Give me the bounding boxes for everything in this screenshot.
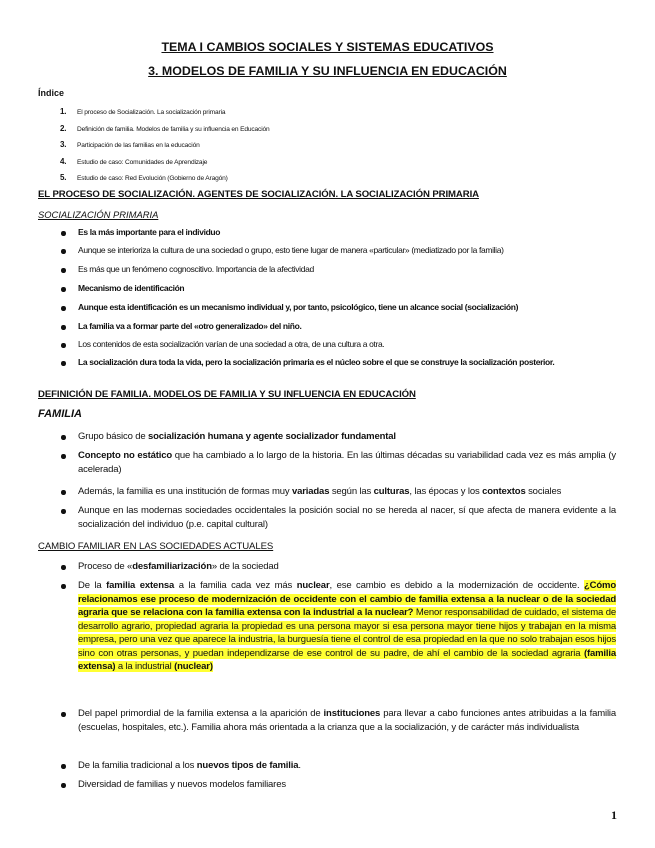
list-item: Grupo básico de socialización humana y agente socializador fundamental bbox=[78, 430, 616, 444]
list-item: De la familia extensa a la familia cada vez más nuclear, ese cambio es debido a la modernización de occidente. ¿Cómo relacionamos ese proceso de modernización de occidente con el cambio de familia extensa a la nuclear o de la sociedad agraria que se relaciona con la familia extensa con la industrial a la nuclear? Menor responsabilidad de cuidado, el sistema de desarrollo agrario, propiedad agraria la propiedad es una persona mayor si esa persona mayor tiene hijos y trabajan en la misma empresa, pero una vez que aparece la industria, la burguesía tiene el control de esa propiedad en la que no solo trabajan esos hijos sino con otras personas, y puedan independizarse de ese control de su padre, de ahí el cambio de la sociedad agraria (familia extensa) a la industrial (nuclear) bbox=[78, 580, 616, 672]
list-item: Aunque se interioriza la cultura de una sociedad o grupo, esto tiene lugar de manera «particular» (mediatizado por la familia) bbox=[78, 244, 616, 257]
index-text: Estudio de caso: Red Evolución (Gobierno de Aragón) bbox=[77, 175, 228, 182]
page-number: 1 bbox=[611, 808, 617, 822]
index-item bbox=[60, 173, 228, 182]
index-number: 4. bbox=[60, 157, 67, 166]
index-item bbox=[60, 157, 207, 166]
list-item: La socialización dura toda la vida, pero la socialización primaria es el núcleo sobre el que se construye la socialización posterior. bbox=[78, 356, 616, 369]
index-text: El proceso de Socialización. La socialización primaria bbox=[77, 109, 226, 116]
list-item: Diversidad de familias y nuevos modelos familiares bbox=[78, 778, 616, 792]
index-number: 5. bbox=[60, 173, 67, 182]
subheading-familia: FAMILIA bbox=[38, 408, 82, 420]
index-item bbox=[60, 107, 225, 116]
section-heading-cambio-familiar: CAMBIO FAMILIAR EN LAS SOCIEDADES ACTUALES bbox=[38, 541, 274, 552]
list-item: La familia va a formar parte del «otro generalizado» del niño. bbox=[78, 320, 616, 333]
index-number: 3. bbox=[60, 140, 67, 149]
highlighted-answer: Menor responsabilidad de cuidado, el sistema de desarrollo agrario, propiedad agraria la propiedad es una persona mayor si esa persona mayor tiene hijos y trabajan en la misma empresa, pero una vez que aparece la industria, la burguesía tiene el control de esa propiedad en la que no solo trabajan esos hijos sino con otras personas, y puedan independizarse de ese control de su padre, de ahí el cambio de la sociedad agraria bbox=[78, 607, 616, 659]
index-text: Definición de familia. Modelos de familia y su influencia en Educación bbox=[77, 126, 270, 133]
index-text: Estudio de caso: Comunidades de Aprendizaje bbox=[77, 159, 208, 166]
index-text: Participación de las familias en la educación bbox=[77, 142, 200, 149]
highlighted-question: ¿Cómo relacionamos ese proceso de modernización de occidente con el cambio de familia extensa a la nuclear o de la sociedad agraria que se relaciona con la familia extensa con la industrial a la nuclear? bbox=[78, 580, 616, 618]
list-item: Además, la familia es una institución de formas muy variadas según las culturas, las épocas y los contextos sociales bbox=[78, 485, 616, 499]
list-item: Aunque esta identificación es un mecanismo individual y, por tanto, psicológico, tiene un alcance social (socialización) bbox=[78, 301, 616, 314]
list-item: Mecanismo de identificación bbox=[78, 282, 616, 295]
list-item: Es la más importante para el individuo bbox=[78, 226, 616, 239]
section-heading-familia: DEFINICIÓN DE FAMILIA. MODELOS DE FAMILIA Y SU INFLUENCIA EN EDUCACIÓN bbox=[38, 389, 416, 400]
list-item: Es más que un fenómeno cognoscitivo. Importancia de la afectividad bbox=[78, 263, 616, 276]
index-item bbox=[60, 124, 270, 133]
list-item: Los contenidos de esta socialización varían de una sociedad a otra, de una cultura a otra. bbox=[78, 338, 616, 351]
subheading-socializacion-primaria: SOCIALIZACIÓN PRIMARIA bbox=[38, 209, 159, 220]
section-heading-socializacion: EL PROCESO DE SOCIALIZACIÓN. AGENTES DE SOCIALIZACIÓN. LA SOCIALIZACIÓN PRIMARIA bbox=[38, 189, 479, 200]
list-item: Concepto no estático que ha cambiado a lo largo de la historia. En las últimas décadas su variabilidad cada vez es más amplia (y acelerada) bbox=[78, 450, 616, 475]
index-item bbox=[60, 140, 200, 149]
index-label: Índice bbox=[38, 88, 65, 98]
document-title: TEMA I CAMBIOS SOCIALES Y SISTEMAS EDUCATIVOS bbox=[161, 40, 494, 54]
list-item: Aunque en las modernas sociedades occidentales la posición social no se hereda al nacer, sí que afecta de manera evidente a la socialización del individuo (p.e. capital cultural) bbox=[78, 505, 616, 530]
list-item: De la familia tradicional a los nuevos tipos de familia. bbox=[78, 759, 616, 773]
document-subtitle: 3. MODELOS DE FAMILIA Y SU INFLUENCIA EN EDUCACIÓN bbox=[148, 64, 507, 78]
list-item: Proceso de «desfamiliarización» de la sociedad bbox=[78, 560, 616, 574]
list-item: Del papel primordial de la familia extensa a la aparición de instituciones para llevar a cabo funciones antes atribuidas a la familia (escuelas, hospitales, etc.). Familia ahora más orientada a la crianza que a la socialización, y de carácter más individualista bbox=[78, 708, 616, 733]
index-number: 1. bbox=[60, 107, 67, 116]
index-number: 2. bbox=[60, 124, 67, 133]
